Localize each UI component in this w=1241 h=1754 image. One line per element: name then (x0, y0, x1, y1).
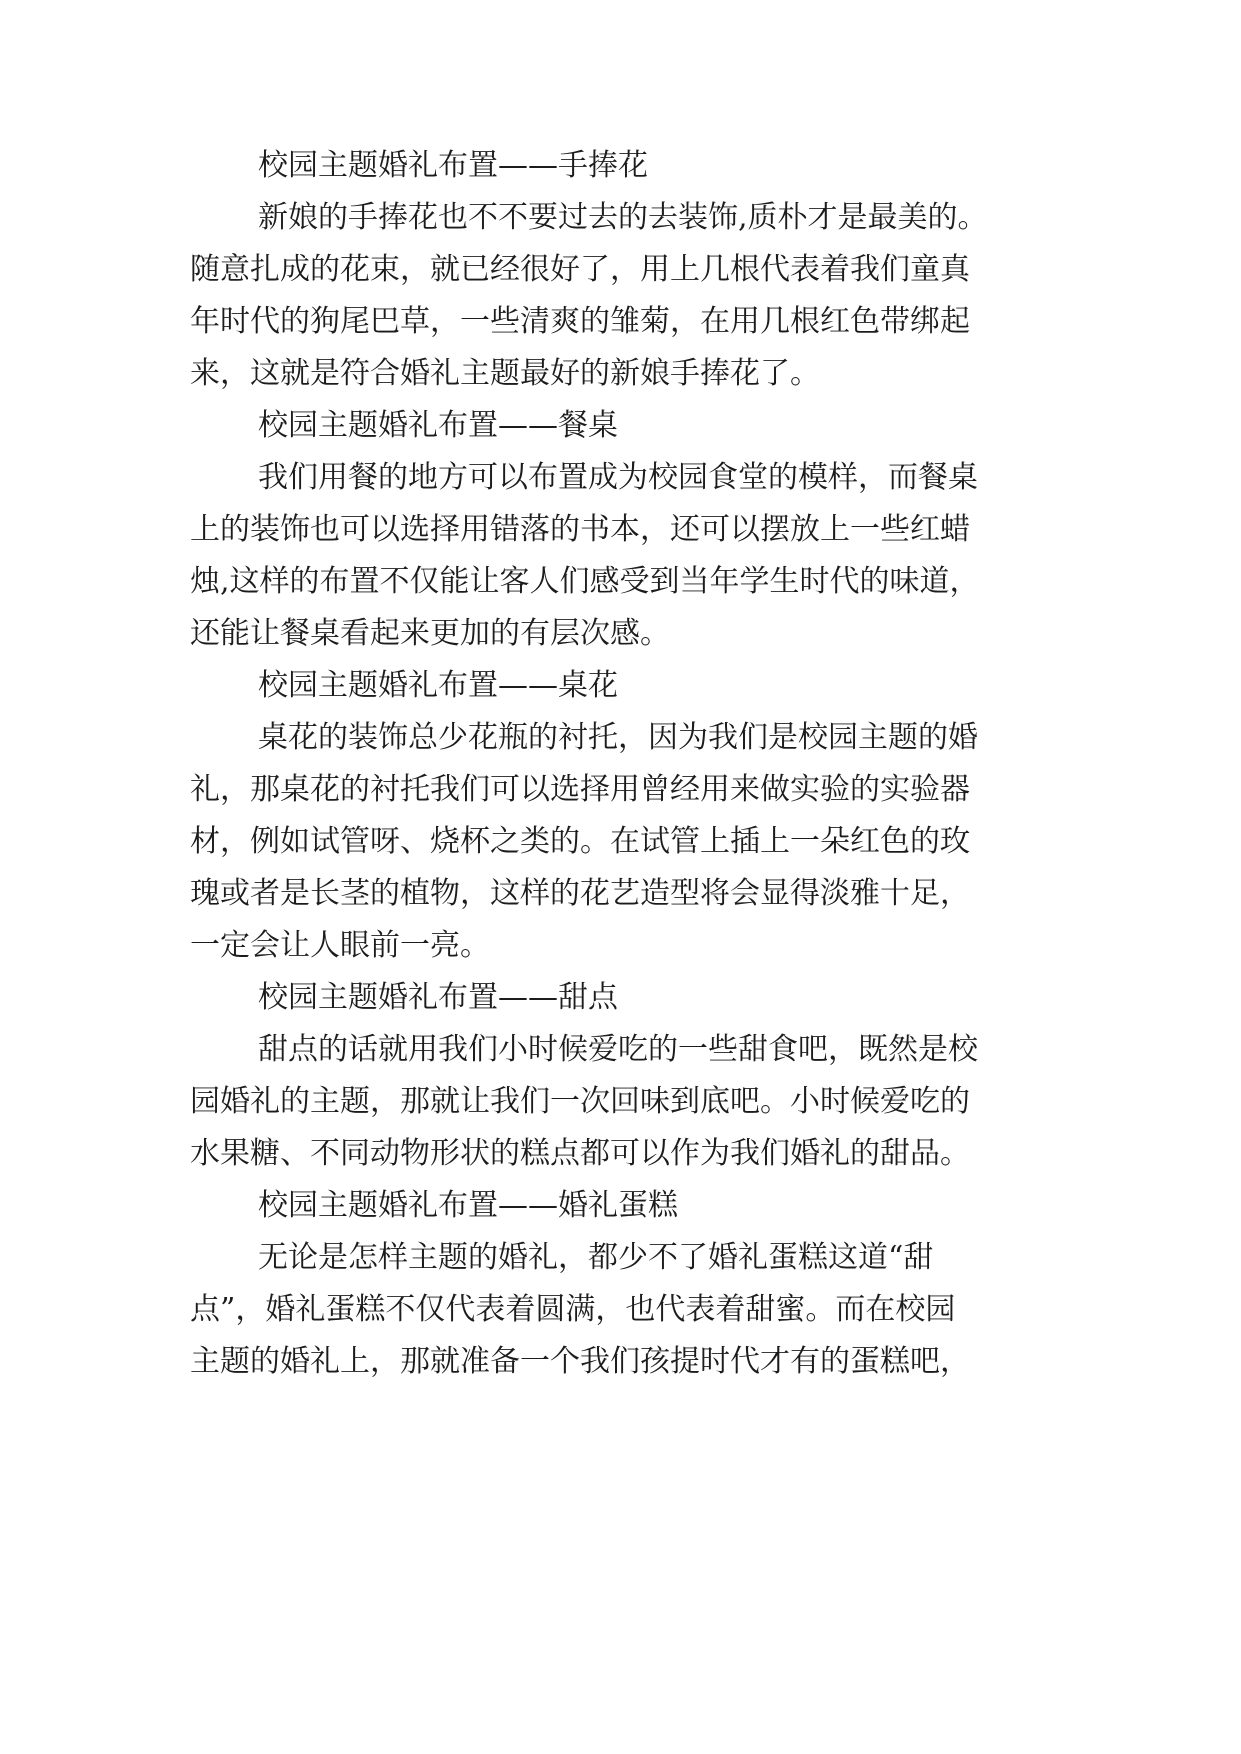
section-heading: 校园主题婚礼布置——婚礼蛋糕 (258, 1188, 678, 1223)
section-heading: 校园主题婚礼布置——餐桌 (258, 408, 618, 443)
paragraph-line: 一定会让人眼前一亮。 (190, 928, 490, 963)
paragraph-line: 甜点的话就用我们小时候爱吃的一些甜食吧，既然是校 (258, 1032, 978, 1067)
paragraph-line: 无论是怎样主题的婚礼，都少不了婚礼蛋糕这道“甜 (258, 1240, 934, 1275)
paragraph-line: 礼，那桌花的衬托我们可以选择用曾经用来做实验的实验器 (190, 772, 970, 807)
section-heading: 校园主题婚礼布置——手捧花 (258, 148, 648, 183)
paragraph-line: 我们用餐的地方可以布置成为校园食堂的模样，而餐桌 (258, 460, 978, 495)
section-heading: 校园主题婚礼布置——桌花 (258, 668, 618, 703)
paragraph-line: 随意扎成的花束，就已经很好了，用上几根代表着我们童真 (190, 252, 970, 287)
paragraph-line: 园婚礼的主题，那就让我们一次回味到底吧。小时候爱吃的 (190, 1084, 970, 1119)
paragraph-line: 瑰或者是长茎的植物，这样的花艺造型将会显得淡雅十足， (190, 876, 970, 911)
paragraph-line: 主题的婚礼上，那就准备一个我们孩提时代才有的蛋糕吧， (190, 1344, 970, 1379)
paragraph-line: 水果糖、不同动物形状的糕点都可以作为我们婚礼的甜品。 (190, 1136, 970, 1171)
paragraph-line: 材，例如试管呀、烧杯之类的。在试管上插上一朵红色的玫 (190, 824, 970, 859)
section-heading: 校园主题婚礼布置——甜点 (258, 980, 618, 1015)
paragraph-line: 桌花的装饰总少花瓶的衬托，因为我们是校园主题的婚 (258, 720, 978, 755)
paragraph-line: 点”，婚礼蛋糕不仅代表着圆满，也代表着甜蜜。而在校园 (190, 1292, 956, 1327)
paragraph-line: 新娘的手捧花也不不要过去的去装饰,质朴才是最美的。 (258, 200, 988, 235)
paragraph-line: 上的装饰也可以选择用错落的书本，还可以摆放上一些红蜡 (190, 512, 970, 547)
paragraph-line: 烛,这样的布置不仅能让客人们感受到当年学生时代的味道， (190, 564, 980, 599)
paragraph-line: 年时代的狗尾巴草，一些清爽的雏菊，在用几根红色带绑起 (190, 304, 970, 339)
paragraph-line: 还能让餐桌看起来更加的有层次感。 (190, 616, 670, 651)
paragraph-line: 来，这就是符合婚礼主题最好的新娘手捧花了。 (190, 356, 820, 391)
